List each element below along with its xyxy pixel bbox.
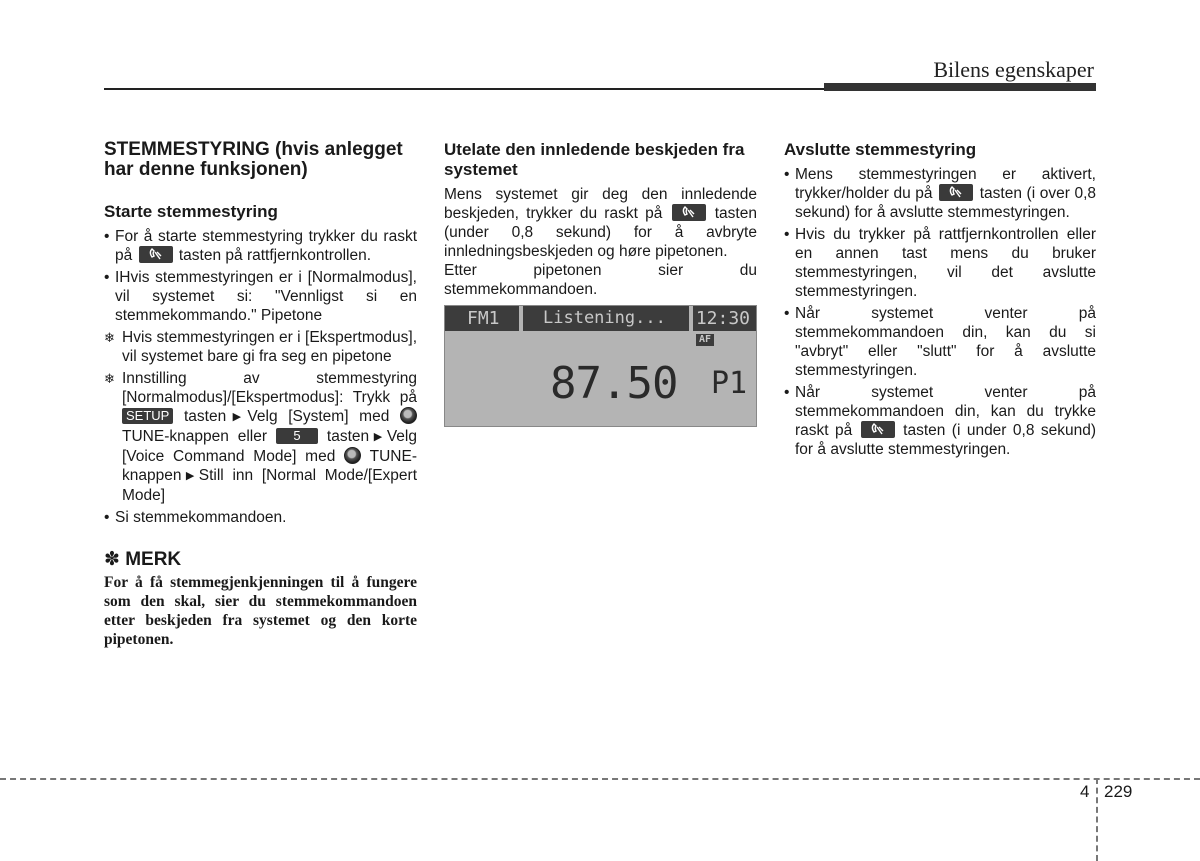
setup-key: SETUP	[122, 408, 173, 424]
radio-clock: 12:30	[695, 308, 750, 329]
arrow-right-icon: ▶	[226, 411, 248, 423]
subsection-heading: Starte stemmestyring	[104, 202, 278, 221]
radio-frequency: 87.50	[550, 358, 678, 409]
start-instructions-list	[104, 227, 417, 527]
list-item: ❄ Innstilling av stemmestyring [Normalmodus]/[Ekspertmodus]: Trykk på SETUP tasten▶Velg [System] med TUNE-knappen eller 5 tasten▶Velg [Voice Command Mode] med TUNE-knappen▶Still inn [Normal Mode/[Expert Mode]	[104, 369, 417, 505]
section-heading: STEMMESTYRING (hvis anlegget har denne funksjonen)	[104, 139, 403, 180]
page-number: 229	[1104, 782, 1133, 801]
tune-knob-icon	[400, 407, 417, 424]
header-rule-accent	[824, 83, 1096, 91]
radio-status: Listening...	[543, 308, 666, 328]
list-item: ❄ Hvis stemmestyringen er i [Ekspertmodus], vil systemet bare gi fra seg en pipetone	[104, 328, 417, 366]
paragraph: Etter pipetonen sier du stemmekommandoen.	[444, 262, 757, 298]
column-middle	[444, 140, 757, 427]
list-item: • Hvis du trykker på rattfjernkontrollen eller en annen tast mens du bruker stemmestyringen, vil det avslutte stemmestyringen.	[784, 225, 1096, 301]
af-indicator: AF	[696, 334, 714, 346]
end-instructions-list	[784, 165, 1096, 459]
note-text: For å få stemmegjenkjenningen til å fungere som den skal, sier du stemmekommandoen etter beskjeden fra systemet og den korte pipetonen.	[104, 574, 417, 648]
radio-status-bar	[445, 306, 756, 331]
list-item: • Når systemet venter på stemmekommandoen din, kan du trykke raskt på tasten (i under 0,8 sekund) for å avslutte stemmestyringen.	[784, 383, 1096, 459]
arrow-right-icon: ▶	[181, 470, 199, 482]
list-item: • For å starte stemmestyring trykker du raskt på tasten på rattfjernkontrollen.	[104, 227, 417, 265]
header-rule	[104, 88, 824, 90]
voice-key-icon	[861, 421, 895, 438]
footer-divider	[1096, 778, 1098, 861]
key-5: 5	[276, 428, 318, 444]
voice-key-icon	[939, 184, 973, 201]
list-item: • Mens stemmestyringen er aktivert, trykker/holder du på tasten (i over 0,8 sekund) for å avslutte stemmestyringen.	[784, 165, 1096, 222]
list-item: • IHvis stemmestyringen er i [Normalmodus], vil systemet si: "Vennligst si en stemmekommando." Pipetone	[104, 268, 417, 325]
tune-knob-icon	[344, 447, 361, 464]
radio-preset: P1	[711, 366, 748, 401]
subsection-heading: Avslutte stemmestyring	[784, 140, 977, 159]
subsection-heading: Utelate den innledende beskjeden fra systemet	[444, 140, 745, 179]
running-header: Bilens egenskaper	[933, 57, 1094, 82]
note-heading: ✽ MERK	[104, 549, 182, 570]
radio-band: FM1	[467, 308, 500, 329]
voice-key-icon	[139, 246, 173, 263]
column-right	[784, 140, 1096, 462]
arrow-right-icon: ▶	[369, 431, 387, 443]
column-left	[104, 140, 417, 649]
list-item: • Si stemmekommandoen.	[104, 508, 417, 527]
paragraph: Mens systemet gir deg den innledende beskjeden, trykker du raskt på tasten (under 0,8 sekund) for å avbryte innledningsbeskjeden og høre pipetonen.	[444, 186, 757, 260]
chapter-number: 4	[1080, 782, 1090, 801]
footer-rule	[0, 778, 1200, 780]
voice-key-icon	[672, 204, 706, 221]
list-item: • Når systemet venter på stemmekommandoen din, kan du si "avbryt" eller "slutt" for å avslutte stemmestyringen.	[784, 304, 1096, 380]
radio-display-illustration	[444, 305, 757, 427]
